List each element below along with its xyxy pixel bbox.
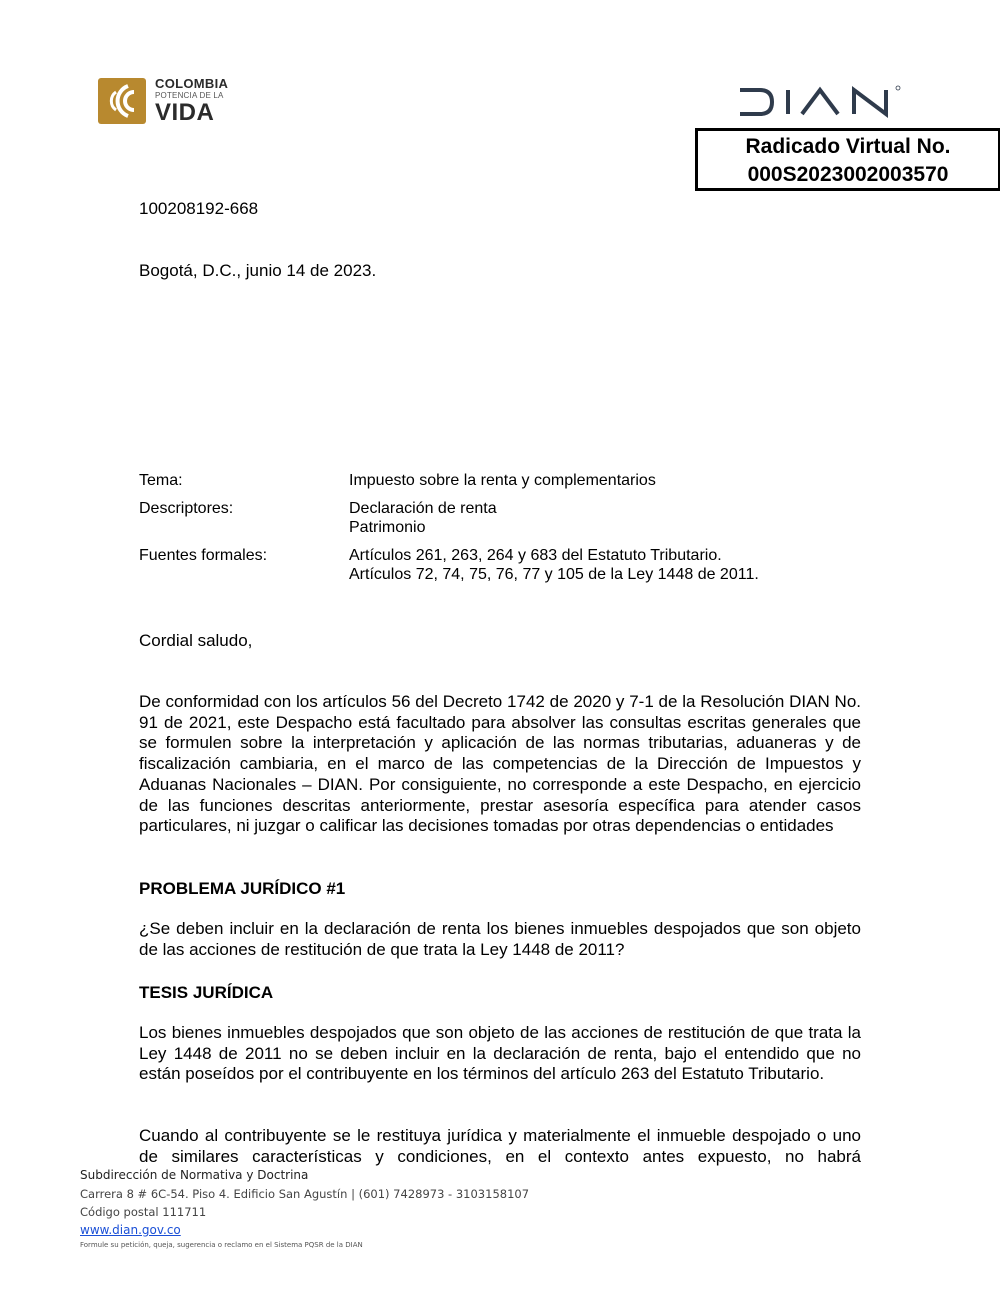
paragraph-restitucion: Cuando al contribuyente se le restituya jurídica y materialmente el inmueble despojado o uno de similares características y condiciones, en el contexto antes expuesto, no habrá bbox=[139, 1126, 861, 1166]
logo-line-vida: VIDA bbox=[155, 99, 215, 126]
meta-label-fuentes: Fuentes formales: bbox=[139, 547, 268, 564]
footer-address: Carrera 8 # 6C-54. Piso 4. Edificio San Agustín | (601) 7428973 - 3103158107 bbox=[80, 1187, 530, 1201]
paragraph-tesis: Los bienes inmuebles despojados que son objeto de las acciones de restitución de que trata la Ley 1448 de 2011 no se deben incluir en la declaración de renta, bajo el entendido que no están poseídos por el contribuyente en los términos del artículo 263 del Estatuto Tributario. bbox=[139, 1023, 861, 1084]
radicado-label: Radicado Virtual No. bbox=[745, 135, 951, 158]
colombia-logo-icon bbox=[98, 78, 146, 124]
greeting: Cordial saludo, bbox=[139, 631, 253, 650]
paragraph-competencia: De conformidad con los artículos 56 del Decreto 1742 de 2020 y 7-1 de la Resolución DIAN No. 91 de 2021, este Despacho está facultado para absolver las consultas escritas generales que se formulen sobre la interpretación y aplicación de las normas tributarias, aduaneras y de fiscalización cambiaria, en el marco de las competencias de la Dirección de Impuestos y Aduanas Nacionales – DIAN. Por consiguiente, no corresponde a este Despacho, en ejercicio de las funciones descritas anteriormente, prestar asesoría específica para atender casos particulares, ni juzgar o calificar las decisiones tomadas por otras dependencias o entidades bbox=[139, 692, 861, 836]
footer-postal: Código postal 111711 bbox=[80, 1205, 207, 1219]
heading-problema-juridico: PROBLEMA JURÍDICO #1 bbox=[139, 879, 346, 898]
dian-logo bbox=[738, 84, 903, 118]
meta-value-tema: Impuesto sobre la renta y complementarios bbox=[349, 472, 656, 489]
dian-wordmark-icon bbox=[738, 84, 903, 118]
logo-line-colombia: COLOMBIA bbox=[155, 76, 229, 91]
radicado-number: 000S2023002003570 bbox=[747, 163, 949, 186]
paragraph-pregunta: ¿Se deben incluir en la declaración de renta los bienes inmuebles despojados que son objeto de las acciones de restitución de que trata la Ley 1448 de 2011? bbox=[139, 919, 861, 959]
meta-value-descriptor-1: Declaración de renta bbox=[349, 500, 497, 517]
footer-website-link[interactable]: www.dian.gov.co bbox=[80, 1223, 181, 1237]
date-line: Bogotá, D.C., junio 14 de 2023. bbox=[139, 261, 377, 280]
heading-tesis-juridica: TESIS JURÍDICA bbox=[139, 983, 274, 1002]
colombia-potencia-logo bbox=[98, 76, 230, 126]
footer-office: Subdirección de Normativa y Doctrina bbox=[80, 1168, 314, 1182]
meta-label-tema: Tema: bbox=[139, 472, 183, 489]
logo-line-potencia: POTENCIA DE LA bbox=[155, 91, 224, 100]
radicado-box bbox=[695, 128, 1000, 191]
meta-value-fuente-2: Artículos 72, 74, 75, 76, 77 y 105 de la Ley 1448 de 2011. bbox=[349, 566, 759, 583]
meta-value-descriptor-2: Patrimonio bbox=[349, 519, 426, 536]
reference-number: 100208192-668 bbox=[139, 199, 259, 218]
meta-value-fuente-1: Artículos 261, 263, 264 y 683 del Estatuto Tributario. bbox=[349, 547, 722, 564]
footer-pqsr-notice: Formule su petición, queja, sugerencia o reclamo en el Sistema PQSR de la DIAN bbox=[80, 1241, 363, 1249]
meta-label-descriptores: Descriptores: bbox=[139, 500, 234, 517]
